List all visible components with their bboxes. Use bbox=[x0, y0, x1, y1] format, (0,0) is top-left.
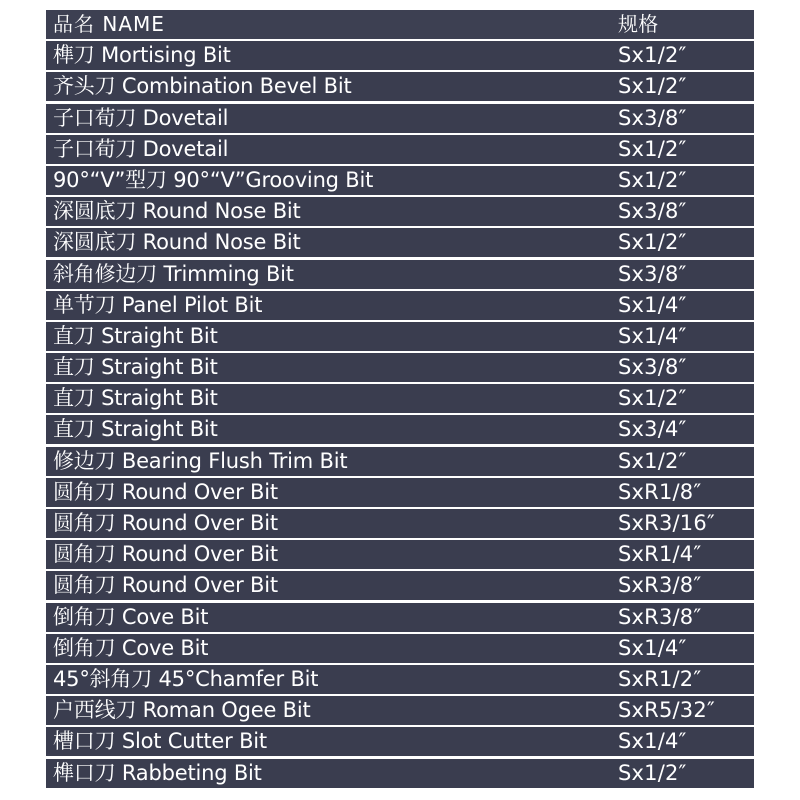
table-row bbox=[46, 696, 754, 725]
product-name-cell: 直刀 Straight Bit bbox=[53, 417, 218, 442]
product-name-cell: 子口荀刀 Dovetail bbox=[53, 136, 229, 161]
product-spec-table bbox=[46, 10, 754, 790]
product-spec-cell: Sx1/2″ bbox=[618, 74, 687, 99]
product-name-cell: 倒角刀 Cove Bit bbox=[53, 635, 209, 660]
table-row bbox=[46, 228, 754, 257]
product-name-cell: 圆角刀 Round Over Bit bbox=[53, 542, 278, 567]
product-spec-cell: Sx1/4″ bbox=[618, 635, 687, 660]
product-spec-cell: Sx1/4″ bbox=[618, 729, 687, 754]
table-row bbox=[46, 353, 754, 382]
table-row bbox=[46, 260, 754, 289]
product-name-cell: 榫口刀 Rabbeting Bit bbox=[53, 760, 262, 785]
table-row bbox=[46, 478, 754, 507]
product-spec-cell: Sx1/4″ bbox=[618, 292, 687, 317]
product-spec-cell: Sx3/8″ bbox=[618, 261, 687, 286]
table-row bbox=[46, 634, 754, 663]
table-row bbox=[46, 447, 754, 476]
product-name-cell: 45°斜角刀 45°Chamfer Bit bbox=[53, 666, 319, 691]
product-spec-cell: Sx1/2″ bbox=[618, 760, 687, 785]
spec-column-header: 规格 bbox=[618, 12, 659, 36]
product-spec-cell: SxR3/8″ bbox=[618, 604, 702, 629]
table-row bbox=[46, 727, 754, 756]
table-row bbox=[46, 104, 754, 133]
product-name-cell: 圆角刀 Round Over Bit bbox=[53, 511, 278, 535]
table-header-row bbox=[46, 10, 754, 39]
table-row bbox=[46, 291, 754, 320]
product-name-cell: 齐头刀 Combination Bevel Bit bbox=[53, 74, 352, 99]
table-body bbox=[46, 41, 754, 787]
product-spec-cell: Sx1/2″ bbox=[618, 43, 687, 68]
product-name-cell: 深圆底刀 Round Nose Bit bbox=[53, 199, 301, 224]
product-name-cell: 深圆底刀 Round Nose Bit bbox=[53, 230, 301, 255]
product-name-cell: 倒角刀 Cove Bit bbox=[53, 604, 209, 629]
table-row bbox=[46, 384, 754, 413]
product-spec-cell: Sx1/2″ bbox=[618, 136, 687, 161]
table-row bbox=[46, 197, 754, 226]
name-column-header: 品名 NAME bbox=[53, 12, 165, 36]
product-spec-cell: Sx1/2″ bbox=[618, 167, 687, 192]
product-name-cell: 榫刀 Mortising Bit bbox=[53, 43, 231, 68]
product-spec-cell: SxR1/2″ bbox=[618, 666, 702, 691]
product-name-cell: 槽口刀 Slot Cutter Bit bbox=[53, 729, 267, 754]
product-spec-cell: Sx3/8″ bbox=[618, 355, 687, 380]
product-name-cell: 圆角刀 Round Over Bit bbox=[53, 573, 278, 598]
table-row bbox=[46, 571, 754, 600]
product-spec-cell: Sx1/2″ bbox=[618, 230, 687, 255]
product-spec-cell: Sx1/2″ bbox=[618, 386, 687, 411]
table-row bbox=[46, 603, 754, 632]
table-row bbox=[46, 41, 754, 70]
product-spec-cell: SxR1/8″ bbox=[618, 479, 702, 504]
product-spec-cell: Sx3/8″ bbox=[618, 199, 687, 224]
product-name-cell: 修边刀 Bearing Flush Trim Bit bbox=[53, 448, 348, 473]
product-name-cell: 直刀 Straight Bit bbox=[53, 386, 218, 411]
product-spec-cell: SxR3/16″ bbox=[618, 511, 715, 535]
product-name-cell: 户西线刀 Roman Ogee Bit bbox=[53, 698, 311, 723]
product-name-cell: 圆角刀 Round Over Bit bbox=[53, 479, 278, 504]
product-spec-cell: SxR3/8″ bbox=[618, 573, 702, 598]
table-row bbox=[46, 540, 754, 569]
product-name-cell: 直刀 Straight Bit bbox=[53, 323, 218, 348]
table-row bbox=[46, 509, 754, 538]
table-row bbox=[46, 166, 754, 195]
product-name-cell: 90°“V”型刀 90°“V”Grooving Bit bbox=[53, 167, 374, 192]
product-spec-cell: SxR1/4″ bbox=[618, 542, 702, 567]
product-name-cell: 斜角修边刀 Trimming Bit bbox=[53, 261, 294, 286]
product-spec-cell: SxR5/32″ bbox=[618, 698, 715, 723]
product-name-cell: 直刀 Straight Bit bbox=[53, 355, 218, 380]
table-row bbox=[46, 665, 754, 694]
product-spec-cell: Sx1/4″ bbox=[618, 323, 687, 348]
table-row bbox=[46, 759, 754, 788]
product-spec-cell: Sx3/8″ bbox=[618, 105, 687, 130]
product-spec-cell: Sx3/4″ bbox=[618, 417, 687, 442]
table-row bbox=[46, 322, 754, 351]
table-row bbox=[46, 415, 754, 444]
product-name-cell: 子口荀刀 Dovetail bbox=[53, 105, 229, 130]
product-spec-cell: Sx1/2″ bbox=[618, 448, 687, 473]
product-name-cell: 单节刀 Panel Pilot Bit bbox=[53, 292, 263, 317]
table-row bbox=[46, 135, 754, 164]
table-row bbox=[46, 72, 754, 101]
